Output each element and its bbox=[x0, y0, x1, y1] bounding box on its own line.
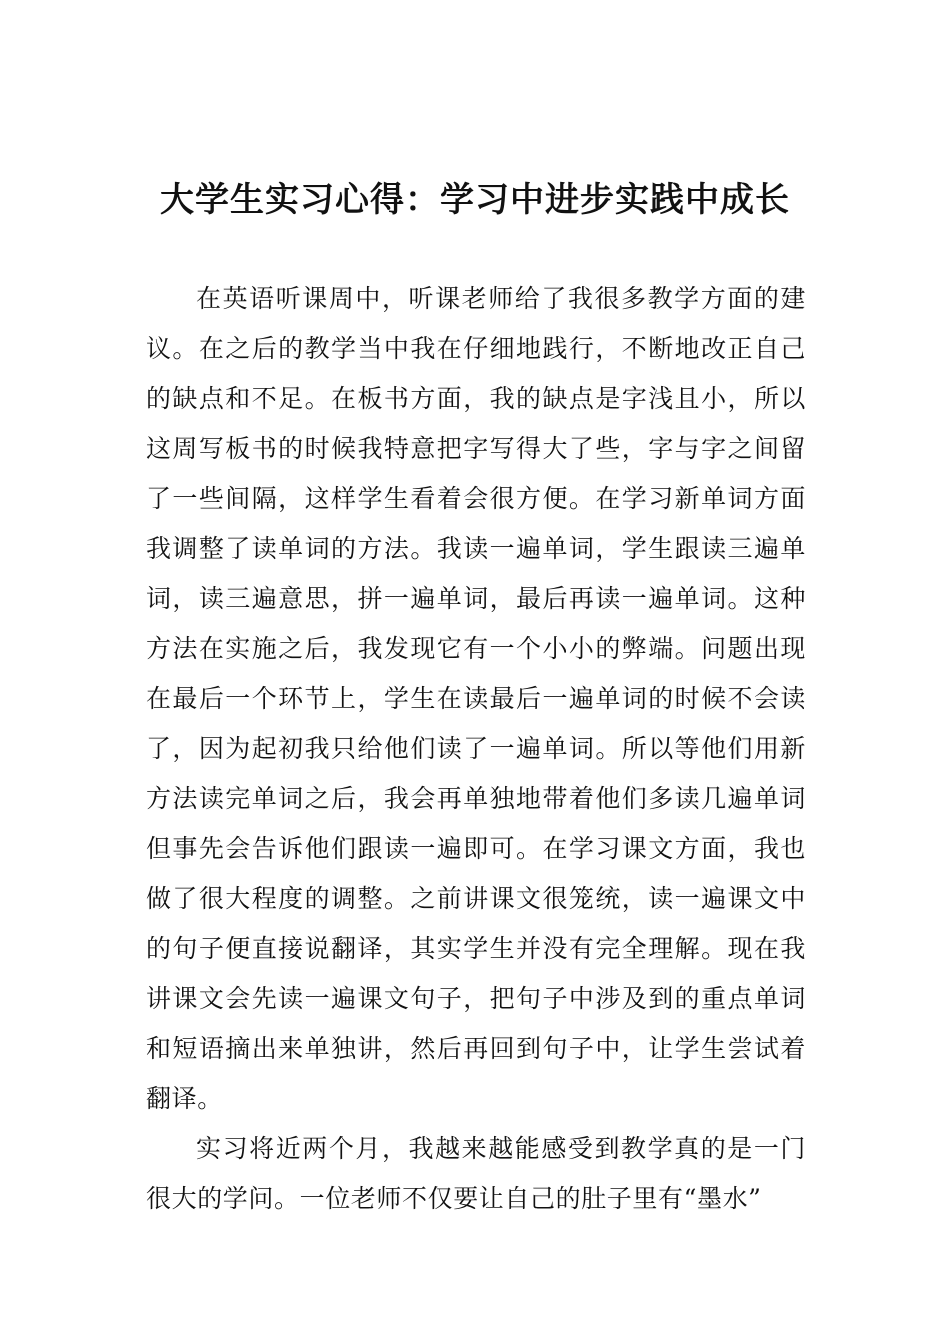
paragraph-2: 实习将近两个月，我越来越能感受到教学真的是一门很大的学问。一位老师不仅要让自己的肚子里有“墨水” bbox=[146, 1134, 806, 1213]
document-body bbox=[146, 274, 806, 1224]
document-title: 大学生实习心得：学习中进步实践中成长 bbox=[160, 180, 790, 220]
paragraph-1: 在英语听课周中，听课老师给了我很多教学方面的建议。在之后的教学当中我在仔细地践行，不断地改正自己的缺点和不足。在板书方面，我的缺点是字浅且小，所以这周写板书的时候我特意把字写得大了些，字与字之间留了一些间隔，这样学生看着会很方便。在学习新单词方面我调整了读单词的方法。我读一遍单词，学生跟读三遍单词，读三遍意思，拼一遍单词，最后再读一遍单词。这种方法在实施之后，我发现它有一个小小的弊端。问题出现在最后一个环节上，学生在读最后一遍单词的时候不会读了，因为起初我只给他们读了一遍单词。所以等他们用新方法读完单词之后，我会再单独地带着他们多读几遍单词但事先会告诉他们跟读一遍即可。在学习课文方面，我也做了很大程度的调整。之前讲课文很笼统，读一遍课文中的句子便直接说翻译，其实学生并没有完全理解。现在我讲课文会先读一遍课文句子，把句子中涉及到的重点单词和短语摘出来单独讲，然后再回到句子中，让学生尝试着翻译。 bbox=[146, 284, 806, 1113]
